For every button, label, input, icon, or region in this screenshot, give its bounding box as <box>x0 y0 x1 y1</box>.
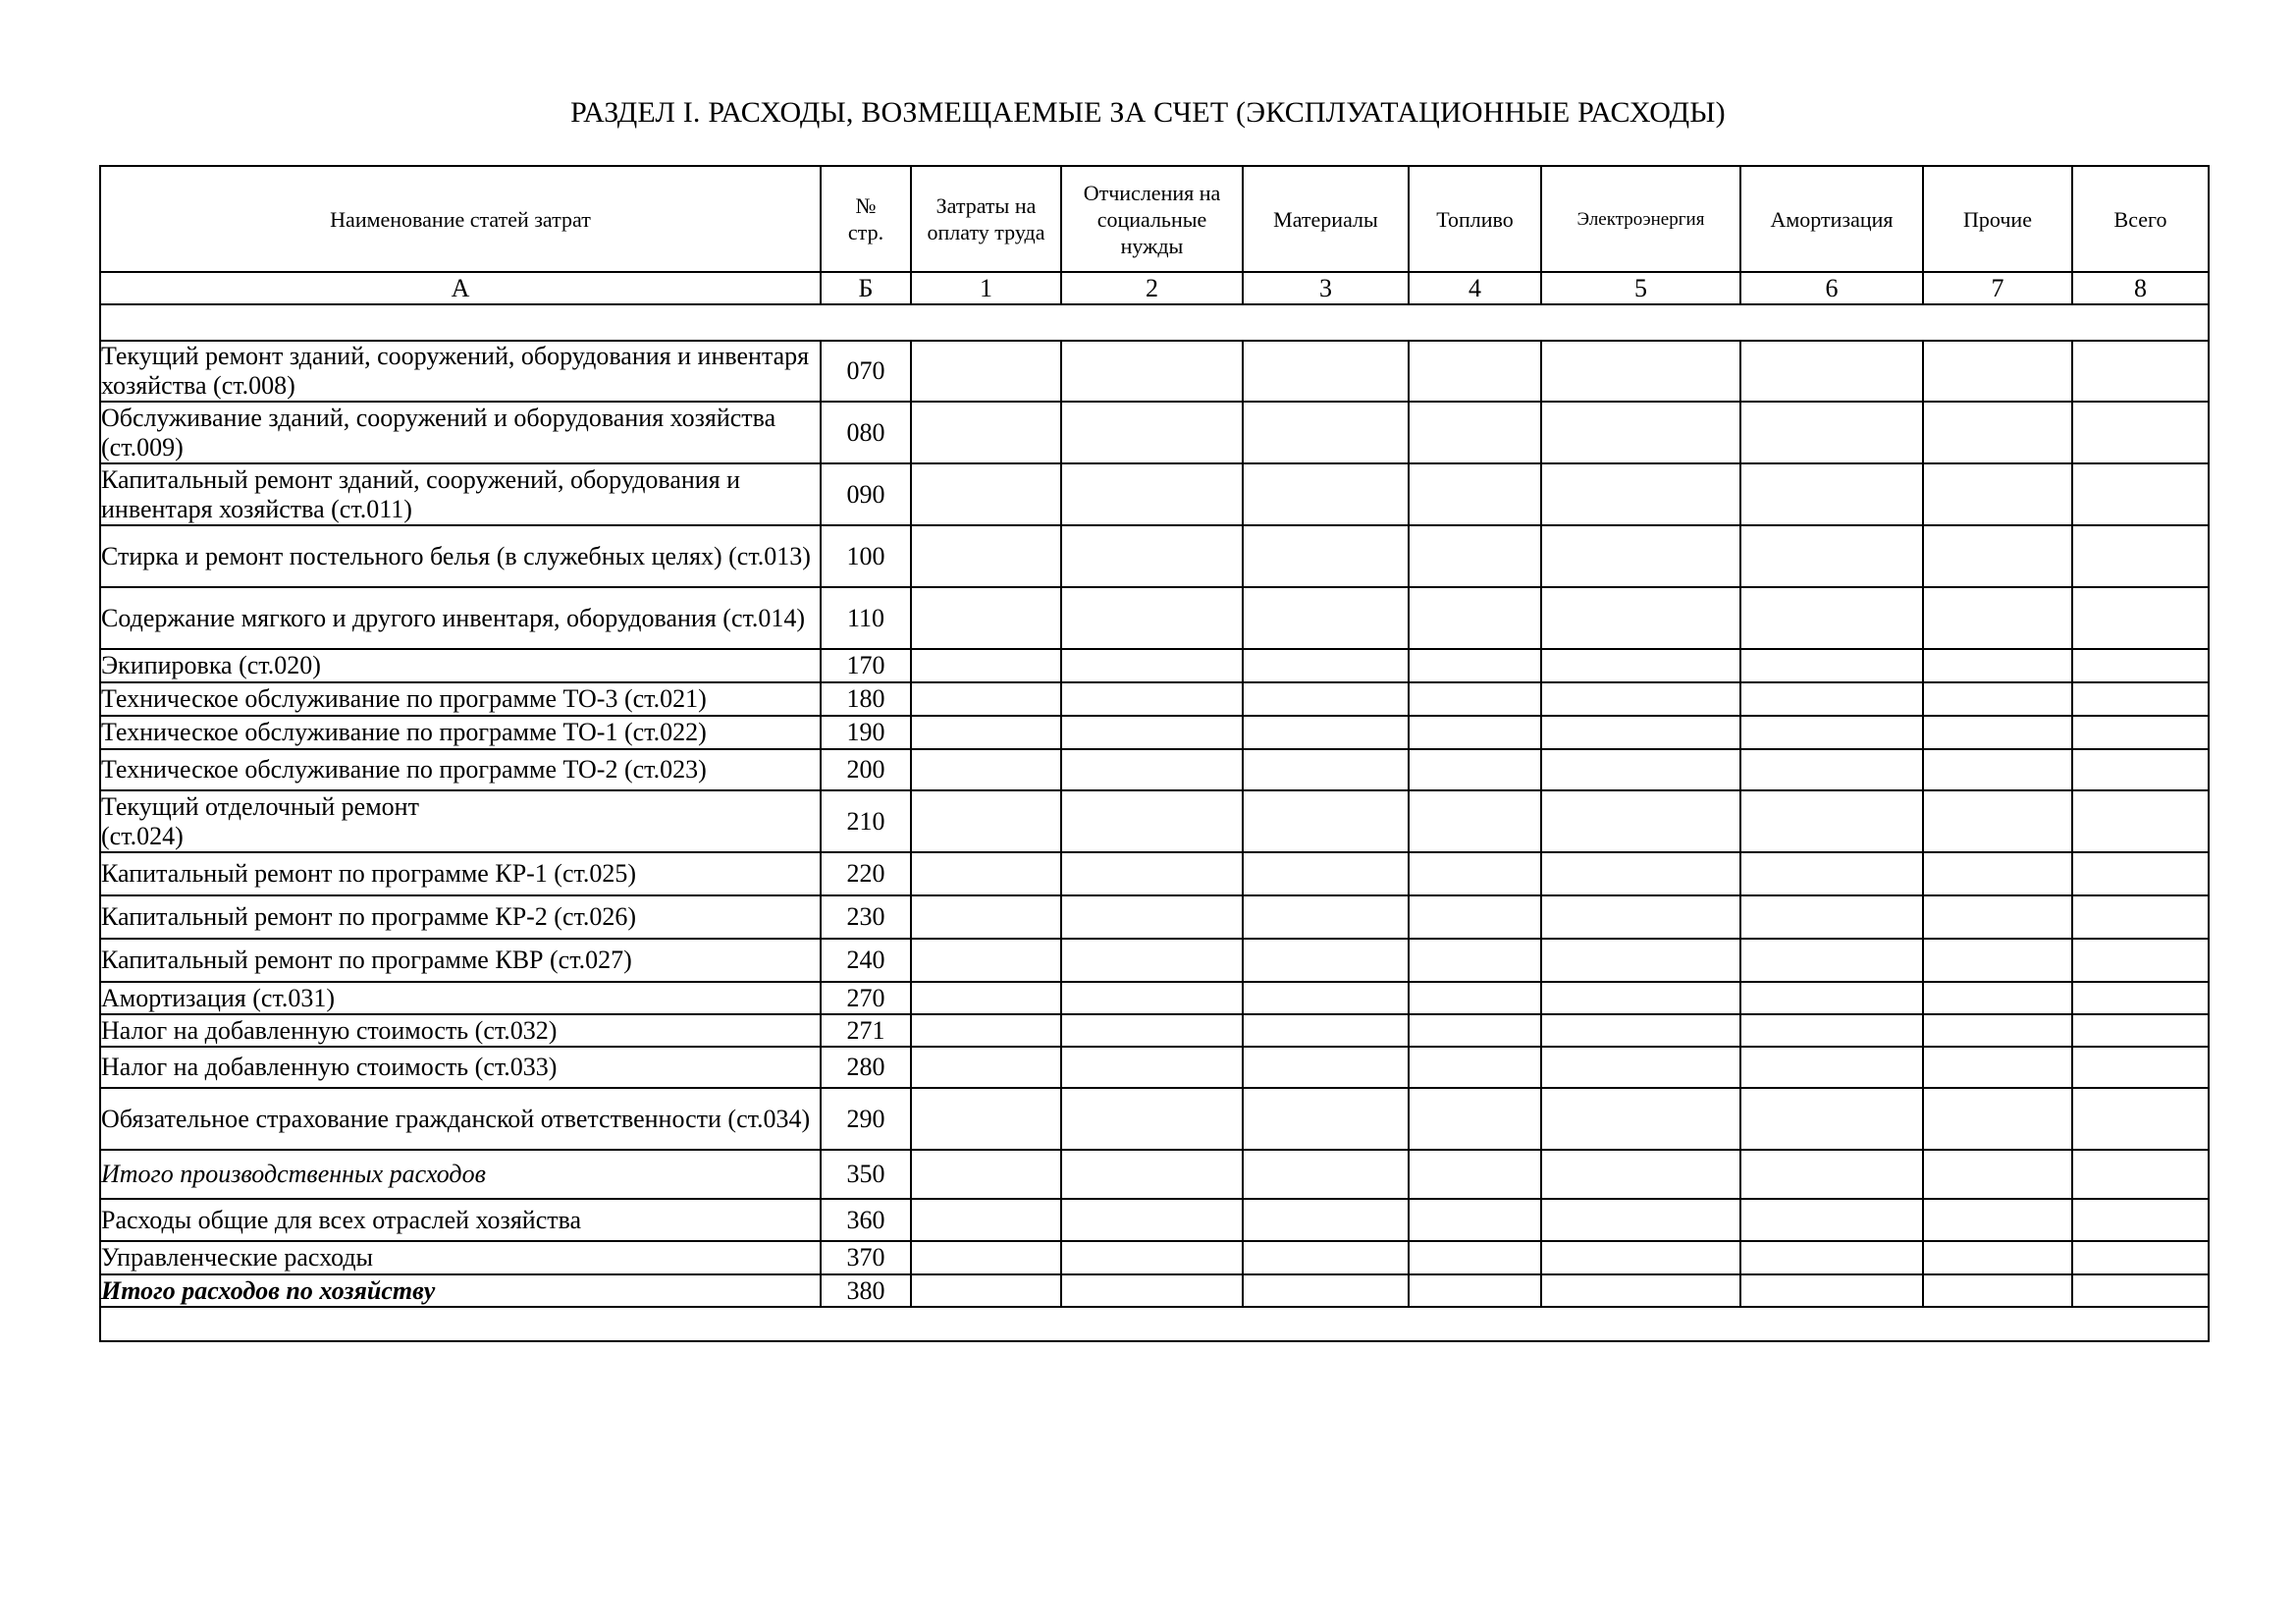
input-cell[interactable] <box>1243 1014 1409 1047</box>
input-cell[interactable] <box>1923 982 2072 1014</box>
colnum-2: 2 <box>1061 272 1243 304</box>
input-cell[interactable] <box>1061 1014 1243 1047</box>
row-code: 180 <box>821 682 911 716</box>
table-row <box>100 749 2209 790</box>
input-cell[interactable] <box>2072 525 2209 587</box>
input-cell[interactable] <box>1061 525 1243 587</box>
input-cell[interactable] <box>1409 1199 1541 1241</box>
input-cell[interactable] <box>1541 587 1740 649</box>
input-cell[interactable] <box>1740 649 1923 682</box>
row-code: 270 <box>821 982 911 1014</box>
colnum-6: 6 <box>1740 272 1923 304</box>
input-cell[interactable] <box>1243 341 1409 402</box>
row-name: Техническое обслуживание по программе ТО-3 (ст.021) <box>100 682 821 716</box>
row-code: 070 <box>821 341 911 402</box>
input-cell[interactable] <box>1923 749 2072 790</box>
input-cell[interactable] <box>1243 682 1409 716</box>
input-cell[interactable] <box>1061 1150 1243 1199</box>
input-cell[interactable] <box>911 682 1061 716</box>
input-cell[interactable] <box>1243 790 1409 852</box>
input-cell[interactable] <box>1061 402 1243 463</box>
input-cell[interactable] <box>1923 341 2072 402</box>
colnum-b: Б <box>821 272 911 304</box>
row-code: 110 <box>821 587 911 649</box>
header-fuel: Топливо <box>1409 166 1541 272</box>
input-cell[interactable] <box>1541 749 1740 790</box>
table-row <box>100 790 2209 852</box>
input-cell[interactable] <box>1923 1274 2072 1307</box>
input-cell[interactable] <box>1061 939 1243 982</box>
input-cell[interactable] <box>1243 525 1409 587</box>
input-cell[interactable] <box>1740 1088 1923 1150</box>
input-cell[interactable] <box>911 716 1061 749</box>
table-row <box>100 682 2209 716</box>
input-cell[interactable] <box>1923 1014 2072 1047</box>
row-code: 271 <box>821 1014 911 1047</box>
input-cell[interactable] <box>2072 939 2209 982</box>
colnum-1: 1 <box>911 272 1061 304</box>
input-cell[interactable] <box>2072 749 2209 790</box>
colnum-3: 3 <box>1243 272 1409 304</box>
input-cell[interactable] <box>1541 852 1740 895</box>
input-cell[interactable] <box>911 649 1061 682</box>
table-row <box>100 1014 2209 1047</box>
input-cell[interactable] <box>1740 1241 1923 1274</box>
input-cell[interactable] <box>911 463 1061 525</box>
input-cell[interactable] <box>1409 982 1541 1014</box>
input-cell[interactable] <box>1061 1199 1243 1241</box>
input-cell[interactable] <box>1243 463 1409 525</box>
input-cell[interactable] <box>2072 716 2209 749</box>
input-cell[interactable] <box>1409 1014 1541 1047</box>
row-code: 280 <box>821 1047 911 1088</box>
input-cell[interactable] <box>1061 895 1243 939</box>
input-cell[interactable] <box>1541 1047 1740 1088</box>
input-cell[interactable] <box>1243 1150 1409 1199</box>
header-electricity: Электроэнергия <box>1541 166 1740 272</box>
input-cell[interactable] <box>1740 463 1923 525</box>
colnum-5: 5 <box>1541 272 1740 304</box>
input-cell[interactable] <box>911 1047 1061 1088</box>
table-row <box>100 1088 2209 1150</box>
row-code: 230 <box>821 895 911 939</box>
row-name-subtotal: Итого производственных расходов <box>100 1150 821 1199</box>
header-social-contributions: Отчисления на социальные нужды <box>1061 166 1243 272</box>
input-cell[interactable] <box>2072 341 2209 402</box>
input-cell[interactable] <box>1243 852 1409 895</box>
input-cell[interactable] <box>2072 649 2209 682</box>
table-row <box>100 649 2209 682</box>
input-cell[interactable] <box>1541 649 1740 682</box>
row-name: Капитальный ремонт по программе КР-2 (ст.026) <box>100 895 821 939</box>
table-row <box>100 587 2209 649</box>
input-cell[interactable] <box>1923 1241 2072 1274</box>
input-cell[interactable] <box>1541 790 1740 852</box>
table-row <box>100 895 2209 939</box>
input-cell[interactable] <box>1541 1241 1740 1274</box>
input-cell[interactable] <box>1061 341 1243 402</box>
input-cell[interactable] <box>1541 1150 1740 1199</box>
table-row <box>100 341 2209 402</box>
table-row <box>100 1150 2209 1199</box>
input-cell[interactable] <box>1541 1014 1740 1047</box>
input-cell[interactable] <box>1061 982 1243 1014</box>
row-name: Капитальный ремонт зданий, сооружений, оборудования и инвентаря хозяйства (ст.011) <box>100 463 821 525</box>
input-cell[interactable] <box>1409 716 1541 749</box>
input-cell[interactable] <box>1243 1241 1409 1274</box>
input-cell[interactable] <box>1541 895 1740 939</box>
input-cell[interactable] <box>1740 1274 1923 1307</box>
input-cell[interactable] <box>1740 402 1923 463</box>
input-cell[interactable] <box>1409 790 1541 852</box>
input-cell[interactable] <box>1541 525 1740 587</box>
input-cell[interactable] <box>2072 1150 2209 1199</box>
table-row <box>100 939 2209 982</box>
input-cell[interactable] <box>1409 1088 1541 1150</box>
input-cell[interactable] <box>1243 982 1409 1014</box>
input-cell[interactable] <box>1409 749 1541 790</box>
row-code: 190 <box>821 716 911 749</box>
input-cell[interactable] <box>911 1088 1061 1150</box>
input-cell[interactable] <box>1923 587 2072 649</box>
input-cell[interactable] <box>911 982 1061 1014</box>
input-cell[interactable] <box>1740 895 1923 939</box>
input-cell[interactable] <box>1243 749 1409 790</box>
input-cell[interactable] <box>911 525 1061 587</box>
input-cell[interactable] <box>1409 402 1541 463</box>
input-cell[interactable] <box>1409 1241 1541 1274</box>
input-cell[interactable] <box>911 1241 1061 1274</box>
input-cell[interactable] <box>1923 525 2072 587</box>
expense-form-table <box>99 165 2210 1342</box>
input-cell[interactable] <box>1061 1088 1243 1150</box>
input-cell[interactable] <box>1061 716 1243 749</box>
input-cell[interactable] <box>1740 716 1923 749</box>
input-cell[interactable] <box>1409 939 1541 982</box>
header-depreciation: Амортизация <box>1740 166 1923 272</box>
input-cell[interactable] <box>1923 716 2072 749</box>
input-cell[interactable] <box>1923 1047 2072 1088</box>
table-row <box>100 525 2209 587</box>
input-cell[interactable] <box>1061 749 1243 790</box>
input-cell[interactable] <box>1541 982 1740 1014</box>
table-row <box>100 982 2209 1014</box>
section-title: РАЗДЕЛ I. РАСХОДЫ, ВОЗМЕЩАЕМЫЕ ЗА СЧЕТ (ЭКСПЛУАТАЦИОННЫЕ РАСХОДЫ) <box>570 96 1726 129</box>
input-cell[interactable] <box>911 587 1061 649</box>
input-cell[interactable] <box>1243 649 1409 682</box>
header-labor-costs: Затраты на оплату труда <box>911 166 1061 272</box>
input-cell[interactable] <box>1541 939 1740 982</box>
input-cell[interactable] <box>1409 1274 1541 1307</box>
input-cell[interactable] <box>1740 587 1923 649</box>
row-code: 220 <box>821 852 911 895</box>
input-cell[interactable] <box>1740 341 1923 402</box>
input-cell[interactable] <box>1061 790 1243 852</box>
row-name-grand-total: Итого расходов по хозяйству <box>100 1274 821 1307</box>
input-cell[interactable] <box>1409 1047 1541 1088</box>
table-row <box>100 852 2209 895</box>
input-cell[interactable] <box>2072 1047 2209 1088</box>
blank-cell <box>100 1307 2209 1341</box>
row-code: 200 <box>821 749 911 790</box>
row-code: 360 <box>821 1199 911 1241</box>
input-cell[interactable] <box>1409 587 1541 649</box>
input-cell[interactable] <box>1061 682 1243 716</box>
table-row <box>100 1241 2209 1274</box>
input-cell[interactable] <box>1923 852 2072 895</box>
input-cell[interactable] <box>2072 1241 2209 1274</box>
input-cell[interactable] <box>2072 790 2209 852</box>
input-cell[interactable] <box>1541 682 1740 716</box>
input-cell[interactable] <box>1541 1274 1740 1307</box>
row-code: 240 <box>821 939 911 982</box>
input-cell[interactable] <box>911 1014 1061 1047</box>
input-cell[interactable] <box>1740 790 1923 852</box>
row-name: Экипировка (ст.020) <box>100 649 821 682</box>
row-code: 210 <box>821 790 911 852</box>
input-cell[interactable] <box>1409 852 1541 895</box>
row-name: Техническое обслуживание по программе ТО-1 (ст.022) <box>100 716 821 749</box>
input-cell[interactable] <box>1409 463 1541 525</box>
input-cell[interactable] <box>1243 1047 1409 1088</box>
input-cell[interactable] <box>1541 341 1740 402</box>
input-cell[interactable] <box>1740 749 1923 790</box>
input-cell[interactable] <box>2072 1199 2209 1241</box>
table-row <box>100 402 2209 463</box>
input-cell[interactable] <box>1409 525 1541 587</box>
input-cell[interactable] <box>1409 649 1541 682</box>
input-cell[interactable] <box>911 402 1061 463</box>
header-row <box>100 166 2209 272</box>
input-cell[interactable] <box>1923 1150 2072 1199</box>
input-cell[interactable] <box>1243 402 1409 463</box>
input-cell[interactable] <box>1409 1150 1541 1199</box>
input-cell[interactable] <box>1061 1241 1243 1274</box>
row-name: Налог на добавленную стоимость (ст.033) <box>100 1047 821 1088</box>
input-cell[interactable] <box>2072 895 2209 939</box>
row-code: 370 <box>821 1241 911 1274</box>
input-cell[interactable] <box>1243 587 1409 649</box>
input-cell[interactable] <box>911 1199 1061 1241</box>
input-cell[interactable] <box>911 1274 1061 1307</box>
header-name: Наименование статей затрат <box>100 166 821 272</box>
row-name: Налог на добавленную стоимость (ст.032) <box>100 1014 821 1047</box>
input-cell[interactable] <box>1061 1274 1243 1307</box>
input-cell[interactable] <box>1740 982 1923 1014</box>
input-cell[interactable] <box>1061 649 1243 682</box>
input-cell[interactable] <box>1541 463 1740 525</box>
colnum-7: 7 <box>1923 272 2072 304</box>
input-cell[interactable] <box>911 939 1061 982</box>
colnum-4: 4 <box>1409 272 1541 304</box>
input-cell[interactable] <box>1409 682 1541 716</box>
input-cell[interactable] <box>1061 1047 1243 1088</box>
table-row <box>100 1047 2209 1088</box>
column-numbers-row <box>100 272 2209 304</box>
input-cell[interactable] <box>1740 852 1923 895</box>
input-cell[interactable] <box>1541 1199 1740 1241</box>
input-cell[interactable] <box>1740 1150 1923 1199</box>
row-code: 100 <box>821 525 911 587</box>
input-cell[interactable] <box>1243 1088 1409 1150</box>
header-other: Прочие <box>1923 166 2072 272</box>
input-cell[interactable] <box>2072 682 2209 716</box>
input-cell[interactable] <box>1740 1047 1923 1088</box>
row-name: Текущий ремонт зданий, сооружений, оборудования и инвентаря хозяйства (ст.008) <box>100 341 821 402</box>
row-name: Обслуживание зданий, сооружений и оборудования хозяйства (ст.009) <box>100 402 821 463</box>
input-cell[interactable] <box>1923 682 2072 716</box>
row-code: 170 <box>821 649 911 682</box>
input-cell[interactable] <box>911 341 1061 402</box>
input-cell[interactable] <box>1541 402 1740 463</box>
input-cell[interactable] <box>1541 716 1740 749</box>
row-code: 380 <box>821 1274 911 1307</box>
input-cell[interactable] <box>1923 463 2072 525</box>
blank-row-top <box>100 304 2209 341</box>
colnum-a: А <box>100 272 821 304</box>
header-materials: Материалы <box>1243 166 1409 272</box>
input-cell[interactable] <box>1923 1088 2072 1150</box>
row-code: 350 <box>821 1150 911 1199</box>
row-name: Амортизация (ст.031) <box>100 982 821 1014</box>
blank-row-bottom <box>100 1307 2209 1341</box>
row-name: Стирка и ремонт постельного белья (в служебных целях) (ст.013) <box>100 525 821 587</box>
blank-cell <box>100 304 2209 341</box>
input-cell[interactable] <box>1061 852 1243 895</box>
table-row <box>100 716 2209 749</box>
row-code: 290 <box>821 1088 911 1150</box>
input-cell[interactable] <box>2072 463 2209 525</box>
table-row <box>100 463 2209 525</box>
input-cell[interactable] <box>1923 649 2072 682</box>
table-row <box>100 1274 2209 1307</box>
row-name: Содержание мягкого и другого инвентаря, оборудования (ст.014) <box>100 587 821 649</box>
row-name: Техническое обслуживание по программе ТО-2 (ст.023) <box>100 749 821 790</box>
row-code: 080 <box>821 402 911 463</box>
input-cell[interactable] <box>1409 341 1541 402</box>
input-cell[interactable] <box>1541 1088 1740 1150</box>
input-cell[interactable] <box>2072 402 2209 463</box>
input-cell[interactable] <box>1740 1014 1923 1047</box>
row-code: 090 <box>821 463 911 525</box>
input-cell[interactable] <box>1243 1199 1409 1241</box>
input-cell[interactable] <box>1923 939 2072 982</box>
input-cell[interactable] <box>1740 682 1923 716</box>
input-cell[interactable] <box>1740 1199 1923 1241</box>
input-cell[interactable] <box>911 749 1061 790</box>
row-name: Расходы общие для всех отраслей хозяйства <box>100 1199 821 1241</box>
input-cell[interactable] <box>1243 716 1409 749</box>
input-cell[interactable] <box>911 895 1061 939</box>
header-line-no: № стр. <box>821 166 911 272</box>
input-cell[interactable] <box>2072 982 2209 1014</box>
input-cell[interactable] <box>911 852 1061 895</box>
input-cell[interactable] <box>1061 463 1243 525</box>
input-cell[interactable] <box>911 1150 1061 1199</box>
input-cell[interactable] <box>2072 1014 2209 1047</box>
input-cell[interactable] <box>2072 852 2209 895</box>
row-name: Капитальный ремонт по программе КР-1 (ст.025) <box>100 852 821 895</box>
colnum-8: 8 <box>2072 272 2209 304</box>
input-cell[interactable] <box>1740 939 1923 982</box>
input-cell[interactable] <box>2072 1274 2209 1307</box>
table-row <box>100 1199 2209 1241</box>
input-cell[interactable] <box>1740 525 1923 587</box>
input-cell[interactable] <box>1923 895 2072 939</box>
input-cell[interactable] <box>911 790 1061 852</box>
row-name: Управленческие расходы <box>100 1241 821 1274</box>
input-cell[interactable] <box>1243 895 1409 939</box>
input-cell[interactable] <box>1061 587 1243 649</box>
input-cell[interactable] <box>1243 1274 1409 1307</box>
row-name: Капитальный ремонт по программе КВР (ст.027) <box>100 939 821 982</box>
input-cell[interactable] <box>1243 939 1409 982</box>
input-cell[interactable] <box>1923 1199 2072 1241</box>
input-cell[interactable] <box>2072 587 2209 649</box>
row-name: Обязательное страхование гражданской ответственности (ст.034) <box>100 1088 821 1150</box>
input-cell[interactable] <box>1923 402 2072 463</box>
row-name: Текущий отделочный ремонт (ст.024) <box>100 790 821 852</box>
input-cell[interactable] <box>1923 790 2072 852</box>
header-total: Всего <box>2072 166 2209 272</box>
input-cell[interactable] <box>1409 895 1541 939</box>
input-cell[interactable] <box>2072 1088 2209 1150</box>
